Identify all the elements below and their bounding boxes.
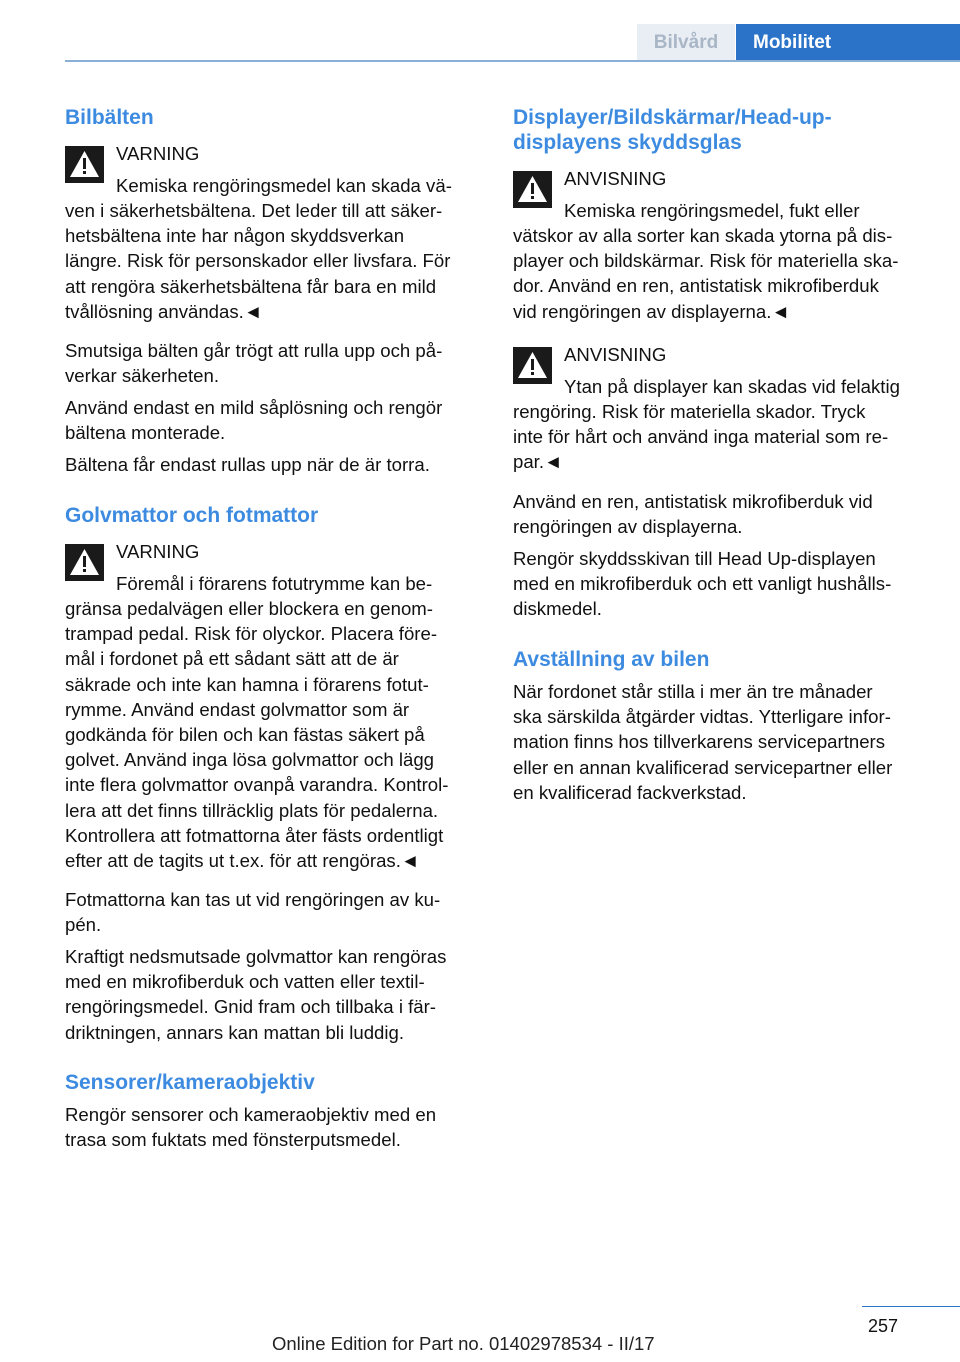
tab-mobilitet[interactable]: Mobilitet xyxy=(736,24,960,62)
section-title-displayer: Displayer/Bildskärmar/Head-up- xyxy=(513,106,832,129)
note-label: ANVISNING xyxy=(564,344,667,365)
warning-text: Föremål i förarens fotutrymme kan be- xyxy=(116,573,433,594)
page-number-divider xyxy=(862,1306,960,1307)
paragraph: Använd en ren, antistatisk mikrofiberduk vid rengöringen av displayerna. xyxy=(513,491,873,538)
paragraph: Rengör sensorer och kameraobjektiv med en trasa som fuktats med fönsterputsmedel. xyxy=(65,1104,437,1151)
section-title-golvmattor: Golvmattor och fotmattor xyxy=(65,504,319,527)
paragraph: Rengör skyddsskivan till Head Up-displayen med en mikrofiberduk och ett vanligt hushålls- diskmedel. xyxy=(513,548,892,620)
warning-text: Kemiska rengöringsmedel kan skada vä- xyxy=(116,175,452,196)
warning-triangle-icon xyxy=(513,171,552,208)
paragraph: Fotmattorna kan tas ut vid rengöringen av ku- pén. xyxy=(65,889,441,936)
paragraph: Kraftigt nedsmutsade golvmattor kan rengöras med en mikrofiberduk och vatten eller textil- rengöringsmedel. Gnid fram och tillbaka i fär- driktningen, annars kan mattan bli luddig. xyxy=(65,946,447,1043)
warning-triangle-icon xyxy=(513,347,552,384)
tab-bilvard[interactable]: Bilvård xyxy=(637,24,735,62)
paragraph: Bältena får endast rullas upp när de är torra. xyxy=(65,454,430,475)
paragraph: När fordonet står stilla i mer än tre månader ska särskilda åtgärder vidtas. Ytterligare infor- mation finns hos tillverkarens servicepartners eller en annan kvalificerad servicepartner eller en kvalificerad fackverkstad. xyxy=(513,681,893,803)
section-title-bilbalten: Bilbälten xyxy=(65,106,154,129)
warning-text-cont: ven i säkerhetsbältena. Det leder till att säker- hetsbältena inte har någon skyddsverkan längre. Risk för personskador eller livsfara. För att rengöra säkerhetsbältena får bara en mild tvållösning användas.◄ xyxy=(65,200,451,322)
warning-text-cont: gränsa pedalvägen eller blockera en genom- trampad pedal. Risk för olyckor. Placera före- mål i fordonet på ett sådant sätt att de är säkrade och inte kan hamna i förarens fotut- rymme. Använd endast golvmattor som är godkända för bilen och kan fästas säkert på golvet. Använd inga lösa golvmattor och lägg inte flera golvmattor ovanpå varandra. Kontrol- lera att det finns tillräcklig plats för pedalerna. Kontrollera att fotmattorna åter fästs ordentligt efter att de tagits ut t.ex. för att rengöras.◄ xyxy=(65,598,449,871)
paragraph: Smutsiga bälten går trögt att rulla upp och på- verkar säkerheten. xyxy=(65,340,443,387)
page-number: 257 xyxy=(867,1316,898,1336)
note-text-cont: rengöring. Risk för materiella skador. Tryck inte för hårt och använd inga material som re- par.◄ xyxy=(513,401,889,473)
note-text-cont: vätskor av alla sorter kan skada ytorna på dis- player och bildskärmar. Risk för materiella ska- dor. Använd en ren, antistatisk mikrofiberduk vid rengöringen av displayerna.◄ xyxy=(513,225,899,322)
section-title-displayer-cont: displayens skyddsglas xyxy=(513,131,742,154)
warning-label: VARNING xyxy=(116,143,200,164)
note-label: ANVISNING xyxy=(564,168,667,189)
paragraph: Använd endast en mild såplösning och rengör bältena monterade. xyxy=(65,397,443,444)
warning-triangle-icon xyxy=(65,146,104,183)
warning-triangle-icon xyxy=(65,544,104,581)
edition-footer: Online Edition for Part no. 01402978534 - II/17 xyxy=(272,1333,655,1354)
header-divider xyxy=(65,60,960,62)
warning-label: VARNING xyxy=(116,541,200,562)
note-text: Kemiska rengöringsmedel, fukt eller xyxy=(564,200,860,221)
section-title-sensorer: Sensorer/kameraobjektiv xyxy=(65,1071,315,1094)
note-text: Ytan på displayer kan skadas vid felaktig xyxy=(564,376,900,397)
section-title-avstallning: Avställning av bilen xyxy=(513,648,710,671)
